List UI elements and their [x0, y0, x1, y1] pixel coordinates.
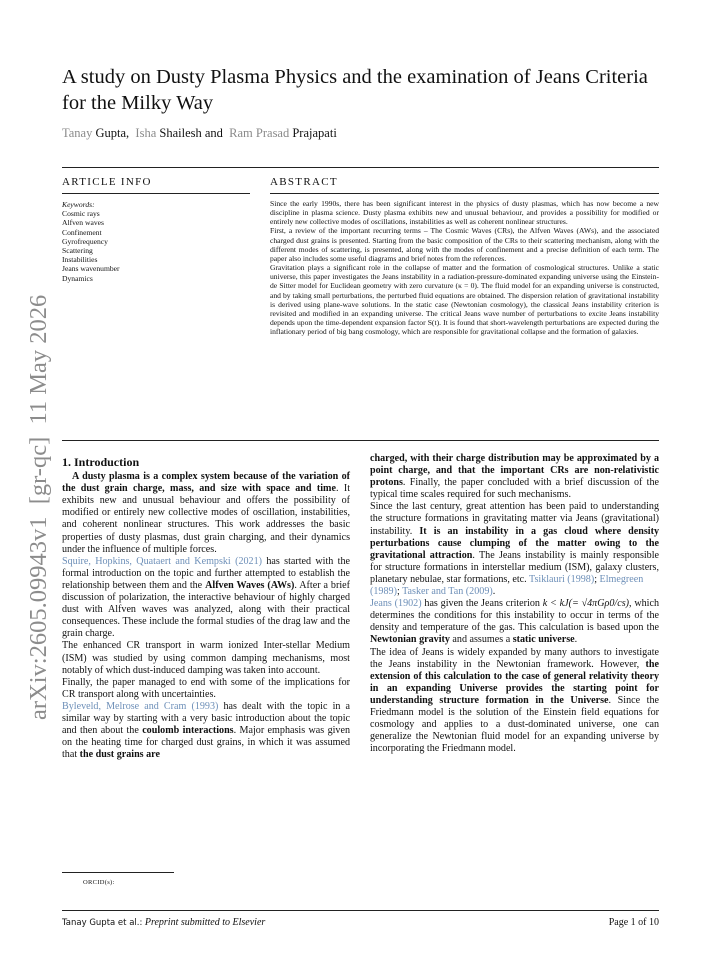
divider [62, 440, 659, 441]
body-text: . Finally, the paper concluded with a brief discussion of the typical time scales required for such mechanisms. [370, 477, 659, 501]
footer-author: Tanay Gupta et al.: [62, 918, 143, 928]
bold-text: Newtonian gravity [370, 634, 450, 646]
author-family-name: Shailesh [159, 126, 202, 140]
body-text: . After a brief discussion of polarization, the interactive behaviour of highly charged dust with Alfven waves was analyzed, along with their practical consequences. These include the formal studies of the drag law and the grain charge. [62, 579, 350, 640]
citation-author: Tsiklauri [529, 573, 565, 585]
author-given-name: Ram Prasad [229, 126, 290, 140]
math-expression: k < kJ(= √4πGρ0/cs) [542, 598, 629, 610]
citation-author: Tasker and Tan [402, 586, 464, 598]
abstract-paragraph: Gravitation plays a significant role in the collapse of matter and the formation of cosmological structures. Unlike a static universe, this paper investigates the Jeans instability in a radiation-pressure-dominated expanding universe using the Einstein-de Sitter model for Euclidean geometry with zero curvature (κ = 0). The fluid model for an expanding universe is constructed, and by taking small perturbations, the perturbed fluid equations are obtained. The dispersion relation of gravitational instability is derived using plane-wave solutions. In the static case (Newtonian cosmology), the classical Jeans instability criterion is revisited and modified in an expanding universe. The critical Jeans wave number of perturbations to excite Jeans instability depends upon the time-dependent expansion factor S(t). It is found that short-wavelength perturbations are expected during the inflationary period of big bang cosmology, which are responsible for gravitational collapse and the formation of galaxies. [270, 263, 659, 337]
arxiv-id-text: arXiv:2605.09943v1 [gr-qc] 11 May 2026 [25, 294, 52, 720]
arxiv-identifier [10, 255, 58, 725]
body-text: The idea of Jeans is widely expanded by many authors to investigate the Jeans instability in the Newtonian framework. However, [370, 646, 659, 670]
divider [62, 193, 250, 194]
body-text: has given the Jeans criterion [421, 598, 543, 610]
keywords-block [62, 200, 120, 283]
body-paragraph [370, 647, 659, 756]
author-family-name: Gupta [95, 126, 127, 140]
page-number: Page 1 of 10 [608, 917, 659, 928]
body-text: has started with the formal introduction on the topic and further attempted to establish the relationship between them and the [62, 555, 351, 591]
citation-year: 1989 [373, 586, 394, 598]
author-list [62, 126, 337, 141]
keyword-item: Confinement [62, 227, 102, 237]
body-paragraph: Since the last century, great attention has been paid to understanding the structure formations in gravitating matter via Jeans (gravitational) instability. It is an instability in a gas cloud where density perturbations cause clumping of the matter owing to the gravitational attraction. The Jeans instability is mainly responsible for structure formations in interstellar medium (ISM), galaxy clusters, planetary nebulae, star formations, etc. Tsiklauri (1998); Elmegreen (1989); Tasker and Tan (2009). [370, 501, 660, 598]
keyword-item: Dynamics [62, 273, 93, 283]
keyword-item: Cosmic rays [62, 209, 100, 219]
body-paragraph: The enhanced CR transport in warm ionized Inter-stellar Medium (ISM) was studied by using common damping mechanisms, most notably of which dust-induced damping was taken into account. [62, 640, 350, 676]
footer-left [62, 917, 265, 928]
body-paragraph [62, 471, 350, 556]
bold-text: static universe [512, 634, 575, 646]
abstract-paragraph: First, a review of the important recurring terms – The Cosmic Waves (CRs), the Alfven Waves (AWs), and the associated charged dust grains is presented. Starting from the basic composition of the CRs to their scattering mechanism, along with the different modes of scattering, is presented, along with the modes of confinement and a precise definition of each term. The paper also includes some useful diagrams and brief notes from the references. [270, 226, 659, 263]
section-heading: 1. Introduction [62, 455, 140, 469]
abstract-body [270, 199, 659, 336]
citation-link[interactable]: Byleveld, Melrose and Cram (1993) [62, 700, 219, 712]
body-paragraph [62, 556, 350, 641]
body-paragraph [370, 453, 659, 501]
keyword-item: Gyrofrequency [62, 236, 108, 246]
keywords-label: Keywords: [62, 200, 95, 209]
citation-link[interactable]: Elmegreen (1989) [370, 573, 644, 598]
bold-text: charged, with their charge distribution may be approximated by a point charge, and that the important CRs are non-relativistic protons [370, 453, 659, 489]
body-paragraph [370, 598, 659, 646]
body-text: . [574, 634, 578, 646]
abstract-paragraph: Since the early 1990s, there has been significant interest in the physics of dusty plasmas, which has now become a new discipline in plasma science. Dusty plasma exhibits new and unusual behaviour, and provides a possibility for modified or entirely new collective modes of oscillations, instabilities as well as coherent nonlinear structures. [270, 199, 659, 227]
body-text: . Major emphasis was given on the heating time for charged dust grains, in which it was assumed that [62, 725, 350, 761]
keyword-item: Jeans wavenumber [62, 264, 120, 274]
footer-journal: Preprint submitted to Elsevier [144, 917, 266, 928]
body-text: . The Jeans instability is mainly responsible for structure formations in interstellar medium (ISM), galaxy clusters, planetary nebulae, star formations, etc. [370, 549, 660, 585]
author-separator: , [126, 126, 130, 140]
bold-text: the dust grains are [79, 749, 160, 761]
bold-text: Alfven Waves (AWs) [205, 579, 295, 591]
body-text: . It exhibits new and unusual behaviour and offers the possibility of modified or entirely new collective modes of oscillation, instabilities, and coherent nonlinear structures. This work addresses the basic properties of dusty plasmas, dust grain charging, and their dynamics under the influence of multiple forces. [62, 483, 350, 555]
body-paragraph [62, 701, 350, 761]
citation-link[interactable]: Tasker and Tan (2009) [402, 586, 493, 598]
article-info-heading: ARTICLE INFO [62, 176, 152, 188]
bold-text: It is an instability in a gas cloud where density perturbations cause clumping of the matter owing to the gravitational attraction [370, 525, 659, 561]
citation-link[interactable]: Tsiklauri (1998) [529, 573, 595, 585]
footnote-divider [62, 872, 174, 873]
body-column-left [62, 456, 350, 761]
author-given-name: Tanay [62, 126, 93, 140]
body-text: . Since the Friedmann model is the solution of the Einstein field equations for cosmology and applies to a dust-dominated universe, one can generalize the Newtonian fluid model for an expanding universe by incorporating the Friedmann model. [370, 694, 659, 755]
citation-year: 1998 [570, 573, 591, 585]
body-column-right [370, 453, 659, 755]
bold-text: coulomb interactions [142, 725, 234, 737]
author-separator: and [204, 126, 223, 140]
citation-link[interactable]: Squire, Hopkins, Quataert and Kempski (2021) [62, 555, 262, 567]
divider [62, 167, 659, 168]
citation-author: Elmegreen [599, 573, 644, 585]
citation-separator: ; [594, 573, 600, 585]
bold-text: the extension of this calculation to the case of general relativity theory in an expanding Universe provides the starting point for understanding structure formation in the Universe [370, 658, 659, 706]
abstract-heading: ABSTRACT [270, 176, 338, 188]
keyword-item: Alfven waves [62, 218, 104, 228]
author-family-name: Prajapati [292, 126, 337, 140]
body-text: and assumes a [449, 634, 513, 646]
paper-title: A study on Dusty Plasma Physics and the examination of Jeans Criteria for the Milky Way [62, 66, 648, 114]
orcid-label: ORCID(s): [83, 879, 115, 886]
body-text: , which determines the conditions for this instability to occur in terms of the density and temperature of the gas. This calculation is based upon the [370, 598, 660, 634]
divider [270, 193, 659, 194]
body-text: Since the last century, great attention has been paid to understanding the structure formations in gravitating matter via Jeans (gravitational) instability. [370, 501, 659, 537]
keyword-item: Instabilities [62, 255, 98, 265]
bold-text: A dusty plasma is a complex system because of the variation of the dust grain charge, mass, and size with space and time [62, 471, 350, 495]
author-given-name: Isha [135, 126, 157, 140]
body-paragraph: Finally, the paper managed to end with some of the implications for CR transport along with uncertainties. [62, 676, 350, 700]
footer-divider [62, 910, 659, 911]
keyword-item: Scattering [62, 246, 93, 256]
body-text: has dealt with the topic in a similar way by starting with a very basic introduction about the topic and then about the [62, 700, 351, 737]
citation-year: 2009 [469, 586, 490, 598]
citation-link[interactable]: Jeans (1902) [370, 598, 422, 610]
